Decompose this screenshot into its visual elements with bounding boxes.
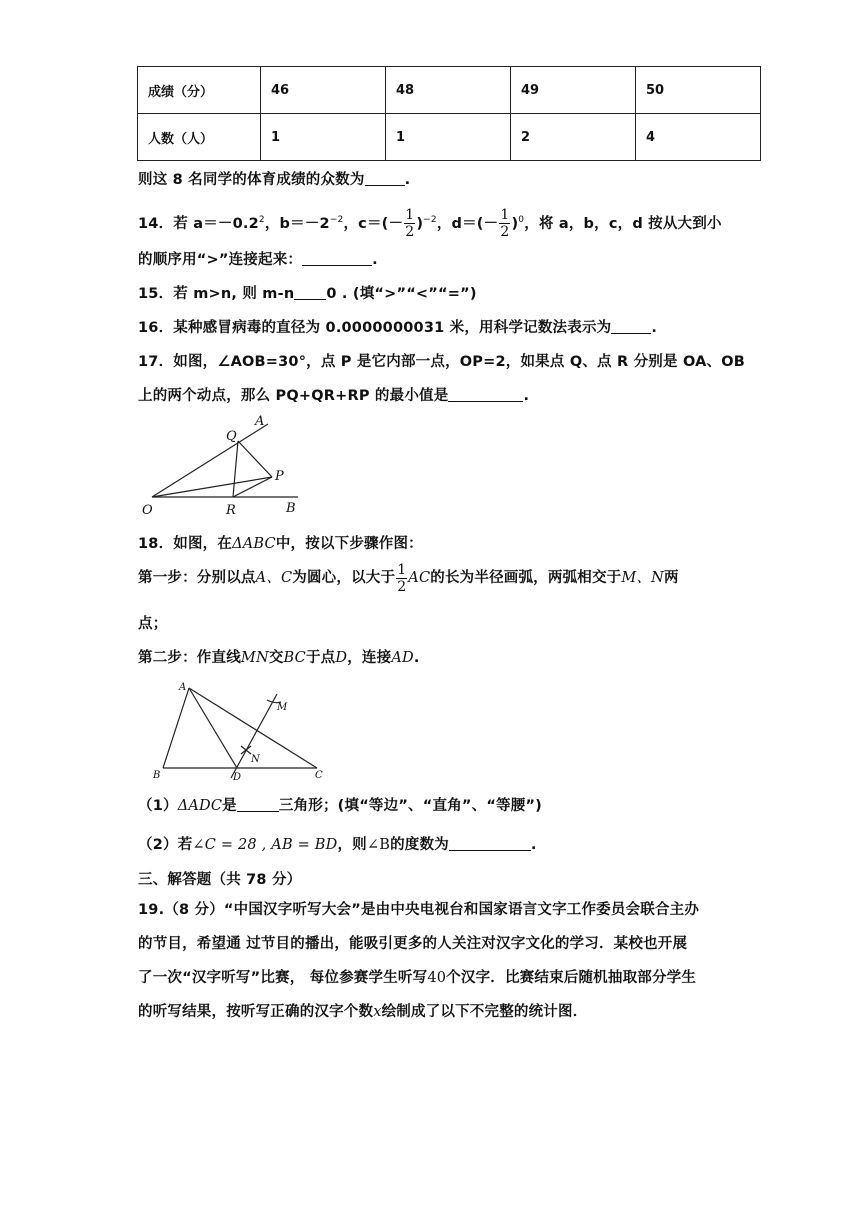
label-q: Q	[226, 429, 237, 444]
section-3-heading	[138, 868, 301, 889]
table-cell: 48	[386, 67, 511, 114]
answer-blank	[448, 387, 523, 402]
q18-step1	[138, 558, 679, 598]
ray-oa	[152, 424, 268, 497]
q19-x: x	[373, 1004, 382, 1020]
q19-line3-b: 个汉字．比赛结束后随机抽取部分学生	[446, 970, 697, 986]
q17-line1-text: 17．如图，∠AOB=30°，点 P 是它内部一点，OP=2，如果点 Q、点 R 分别是 OA、OB	[138, 354, 745, 370]
q18-step2	[138, 646, 420, 667]
q17-line2: 上的两个动点，那么 PQ+QR+RP 的最小值是 .	[138, 388, 530, 404]
step2-f: .	[413, 650, 420, 666]
q19-line4	[138, 1000, 587, 1021]
label-a: A	[255, 414, 265, 429]
q19-line2-text: 的节目，希望通 过节目的播出，能吸引更多的人关注对汉字文化的学习．某校也开展	[138, 936, 688, 952]
answer-blank	[365, 171, 405, 186]
section-3-text: 三、解答题（共 78 分）	[138, 872, 302, 888]
table-cell: 49	[511, 67, 636, 114]
step2-ad: AD	[391, 650, 414, 666]
label-r: R	[226, 503, 236, 518]
label-b: B	[286, 501, 296, 516]
q14-exp-a: 2	[258, 215, 265, 225]
q18-intro-b: 中，按以下步骤作图：	[275, 536, 423, 552]
q14-line1: 14．若 $a=-0.2^2$，$b=-2^{-2}$，c＝(－ $\frac{1}{2}$ )$^{-2}$，d＝(－ $\frac{1}{2}$ )$^0$，将 a，b，c，d 按从大到小	[138, 207, 722, 241]
q14-exp-d: 0	[518, 215, 525, 225]
q13-text: 则这 8 名同学的体育成绩的众数为	[138, 172, 365, 188]
step1-a: 第一步：分别以点	[138, 570, 256, 586]
step2-mn: MN	[240, 650, 269, 666]
q14-tail: ，将 a，b，c，d 按从大到小	[524, 215, 722, 232]
q19-line1	[138, 898, 699, 919]
q14-exp-b: −2	[329, 215, 344, 225]
table-cell: 46	[261, 67, 386, 114]
side-ab	[163, 688, 189, 768]
q14-exp-c: −2	[423, 215, 437, 225]
q14-line2: 的顺序用“>”连接起来： .	[138, 252, 378, 268]
table-header-cell: 成绩（分）	[138, 67, 261, 114]
segment-ad	[189, 688, 237, 768]
q19-line4-b: 绘制成了以下不完整的统计图．	[381, 1004, 588, 1020]
label-n: N	[251, 754, 260, 765]
step1-points: A、C	[255, 570, 293, 586]
q18-intro-a: 18．如图，在	[138, 536, 233, 552]
table-row	[138, 67, 761, 114]
q17-line1	[138, 350, 745, 371]
frac-den: 2	[397, 578, 407, 595]
answer-blank	[294, 285, 326, 300]
q18-figure	[145, 676, 335, 786]
frac-num: 1	[397, 561, 407, 578]
label-p: P	[275, 469, 284, 484]
sub1-c: 三角形；(填“等边”、“直角”、“等腰”)	[278, 798, 543, 814]
sub2-c: 的度数为	[390, 837, 449, 853]
label-a: A	[179, 682, 187, 693]
sub2-angle: ∠B	[366, 837, 391, 853]
q14-d: ，d＝(－	[436, 215, 499, 232]
sub2-a: （2）若	[138, 837, 193, 853]
q15-tail: 0 . (填“>”“<”“=”)	[326, 286, 477, 302]
answer-blank	[611, 319, 651, 334]
q15-prefix: 15．若 m>n, 则 m-n	[138, 286, 295, 302]
q18-triangle: ΔABC	[232, 536, 276, 552]
step2-bc: BC	[283, 650, 306, 666]
q14-c: ，c＝(－	[343, 215, 404, 232]
answer-blank	[302, 251, 372, 266]
q14-line2-text: 的顺序用“>”连接起来：	[138, 252, 303, 268]
step1-c: 的长为半径画弧，两弧相交于	[430, 570, 622, 586]
q19-line2	[138, 932, 687, 953]
frac-den: 2	[500, 224, 510, 241]
q14-prefix: 14．若 a＝－0.2	[138, 215, 259, 232]
table-row	[138, 114, 761, 161]
step2-a: 第二步：作直线	[138, 650, 241, 666]
segment-qr	[233, 441, 238, 497]
step1-mn: M、N	[621, 570, 665, 586]
q19-line3	[138, 966, 696, 987]
step2-d: D	[335, 650, 348, 666]
sub2-b: ，则	[337, 837, 367, 853]
table-cell: 2	[511, 114, 636, 161]
q17-figure	[140, 410, 305, 522]
q18-sub1	[138, 794, 542, 815]
answer-blank	[237, 797, 279, 812]
frac-num: 1	[500, 207, 510, 224]
q15	[138, 282, 477, 303]
label-d: D	[233, 772, 242, 783]
table-cell: 1	[386, 114, 511, 161]
q19-line3-a: 了一次“汉字听写”比赛， 每位参赛学生听写	[138, 970, 428, 986]
label-b: B	[153, 770, 161, 781]
frac-den: 2	[405, 224, 415, 241]
frac-num: 1	[405, 207, 415, 224]
label-m: M	[277, 702, 288, 713]
step1-line2: 点；	[138, 616, 168, 632]
sub1-a: （1）	[138, 798, 178, 814]
q18-sub2: （2）若∠C = 28 , AB = BD，则∠B的度数为 .	[138, 837, 537, 853]
q17-line2-text: 上的两个动点，那么 PQ+QR+RP 的最小值是	[138, 388, 449, 404]
fraction	[499, 207, 510, 240]
q19-line4-a: 的听写结果，按听写正确的汉字个数	[138, 1004, 374, 1020]
sub1-triangle: ΔADC	[177, 798, 223, 814]
fraction	[396, 562, 407, 595]
line-mn	[231, 694, 277, 778]
step1-d: 两	[664, 570, 679, 586]
table-cell: 1	[261, 114, 386, 161]
step2-e: ，连接	[347, 650, 392, 666]
q13-tail: 则这 8 名同学的体育成绩的众数为 .	[138, 172, 411, 188]
q18-intro	[138, 532, 423, 553]
q16: 16．某种感冒病毒的直径为 0.0000000031 米，用科学记数法表示为 .	[138, 320, 658, 336]
step1-b: 为圆心，以大于	[292, 570, 396, 586]
answer-blank	[449, 836, 531, 851]
q16-text: 16．某种感冒病毒的直径为 0.0000000031 米，用科学记数法表示为	[138, 320, 612, 336]
score-table	[137, 66, 761, 161]
table-cell: 50	[636, 67, 761, 114]
q18-step1-line2	[138, 612, 167, 633]
label-c: C	[315, 770, 323, 781]
step2-b: 交	[268, 650, 284, 666]
q14-b: ，b＝－2	[264, 215, 330, 232]
step2-c: 于点	[305, 650, 336, 666]
arc-n	[241, 746, 251, 754]
sub2-expr: ∠C = 28 , AB = BD	[192, 837, 338, 853]
table-header-cell: 人数（人）	[138, 114, 261, 161]
sub1-b: 是	[222, 798, 237, 814]
step1-ac: AC	[408, 570, 431, 586]
q19-number: 40	[427, 970, 447, 986]
segment-op	[152, 477, 272, 497]
fraction	[404, 207, 415, 240]
q19-line1-text: 19.（8 分）“中国汉字听写大会”是由中央电视台和国家语言文字工作委员会联合主办	[138, 902, 700, 918]
segment-qp	[238, 441, 272, 477]
table-cell: 4	[636, 114, 761, 161]
label-o: O	[142, 503, 153, 518]
